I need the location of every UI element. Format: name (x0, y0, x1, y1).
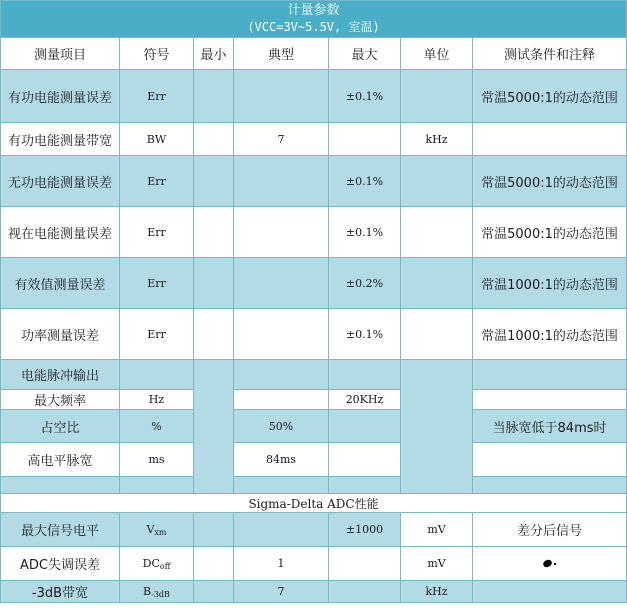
row-typ (234, 156, 329, 207)
table-row (1, 258, 627, 309)
table-row (1, 70, 627, 123)
row-note: 常温5000:1的动态范围 (473, 156, 627, 207)
table-row (1, 360, 627, 390)
header-unit: 单位 (401, 38, 473, 70)
table-row (1, 156, 627, 207)
row-typ: 7 (234, 123, 329, 156)
table-row (1, 547, 627, 581)
header-max: 最大 (329, 38, 401, 70)
row-typ: 50% (234, 410, 329, 443)
row-item: 视在电能测量误差 (1, 207, 120, 258)
row-symbol: Err (120, 156, 194, 207)
row-min (194, 258, 234, 309)
row-typ (234, 390, 329, 410)
row-note (473, 547, 627, 581)
header-row (1, 38, 627, 70)
row-min (194, 70, 234, 123)
row-unit (401, 70, 473, 123)
row-max (329, 581, 401, 603)
row-max (329, 360, 401, 390)
row-max: ±0.1% (329, 207, 401, 258)
row-item: 最大信号电平 (1, 513, 120, 547)
row-typ: 7 (234, 581, 329, 603)
pulse-unit-merged (401, 360, 473, 494)
row-max: ±1000 (329, 513, 401, 547)
table-row (1, 581, 627, 603)
row-symbol (120, 360, 194, 390)
row-unit: mV (401, 547, 473, 581)
row-item: -3dB带宽 (1, 581, 120, 603)
table-row (1, 443, 627, 477)
row-note: 常温1000:1的动态范围 (473, 258, 627, 309)
table-subtitle: (VCC=3V~5.5V, 室温) (247, 20, 380, 34)
row-typ: 84ms (234, 443, 329, 477)
row-note: 常温1000:1的动态范围 (473, 309, 627, 360)
header-typ: 典型 (234, 38, 329, 70)
table-row (1, 207, 627, 258)
row-max (329, 123, 401, 156)
row-item: 功率测量误差 (1, 309, 120, 360)
pulse-heading: 电能脉冲输出 (1, 360, 120, 390)
row-note (473, 360, 627, 390)
row-symbol: Err (120, 207, 194, 258)
row-max: 20KHz (329, 390, 401, 410)
row-unit (401, 156, 473, 207)
row-item: 无功电能测量误差 (1, 156, 120, 207)
row-symbol: DCoff (120, 547, 194, 581)
spacer-row (1, 477, 627, 494)
header-symbol: 符号 (120, 38, 194, 70)
row-item: ADC失调误差 (1, 547, 120, 581)
table-title-cell (1, 1, 627, 38)
row-typ (234, 513, 329, 547)
row-note: 当脉宽低于84ms时 (473, 410, 627, 443)
row-min (194, 513, 234, 547)
table-title: 计量参数 (287, 3, 340, 18)
row-max: ±0.1% (329, 309, 401, 360)
row-max: ±0.1% (329, 156, 401, 207)
row-max (329, 443, 401, 477)
table-row (1, 410, 627, 443)
header-item: 测量项目 (1, 38, 120, 70)
row-note (473, 443, 627, 477)
row-symbol: Err (120, 258, 194, 309)
row-note: 常温5000:1的动态范围 (473, 70, 627, 123)
row-item: 最大频率 (1, 390, 120, 410)
row-item: 有效值测量误差 (1, 258, 120, 309)
adc-section-title: Sigma-Delta ADC性能 (1, 494, 627, 513)
row-symbol: % (120, 410, 194, 443)
row-min (194, 207, 234, 258)
row-max (329, 547, 401, 581)
row-typ (234, 360, 329, 390)
row-min (194, 309, 234, 360)
row-typ (234, 309, 329, 360)
row-item: 高电平脉宽 (1, 443, 120, 477)
row-max (329, 410, 401, 443)
pulse-min-merged (194, 360, 234, 494)
table-row (1, 390, 627, 410)
row-typ (234, 207, 329, 258)
row-note: 常温5000:1的动态范围 (473, 207, 627, 258)
row-item: 有功电能测量带宽 (1, 123, 120, 156)
row-item: 有功电能测量误差 (1, 70, 120, 123)
row-min (194, 581, 234, 603)
row-unit (401, 258, 473, 309)
row-symbol: ms (120, 443, 194, 477)
row-typ (234, 70, 329, 123)
row-item: 占空比 (1, 410, 120, 443)
row-max: ±0.2% (329, 258, 401, 309)
row-symbol: Err (120, 309, 194, 360)
table-row (1, 309, 627, 360)
row-unit: mV (401, 513, 473, 547)
row-unit (401, 207, 473, 258)
row-max: ±0.1% (329, 70, 401, 123)
row-unit: kHz (401, 581, 473, 603)
row-symbol: BW (120, 123, 194, 156)
row-unit: kHz (401, 123, 473, 156)
table-row (1, 123, 627, 156)
row-note (473, 390, 627, 410)
row-symbol: Err (120, 70, 194, 123)
table-row (1, 513, 627, 547)
header-min: 最小 (194, 38, 234, 70)
header-notes: 测试条件和注释 (473, 38, 627, 70)
row-min (194, 547, 234, 581)
row-symbol: Vxm (120, 513, 194, 547)
mouse-pointer-icon (542, 558, 553, 568)
row-note (473, 123, 627, 156)
row-symbol: Hz (120, 390, 194, 410)
row-typ (234, 258, 329, 309)
row-symbol: B-3dB (120, 581, 194, 603)
row-note (473, 581, 627, 603)
row-typ: 1 (234, 547, 329, 581)
row-note: 差分后信号 (473, 513, 627, 547)
row-min (194, 156, 234, 207)
row-unit (401, 309, 473, 360)
row-min (194, 123, 234, 156)
